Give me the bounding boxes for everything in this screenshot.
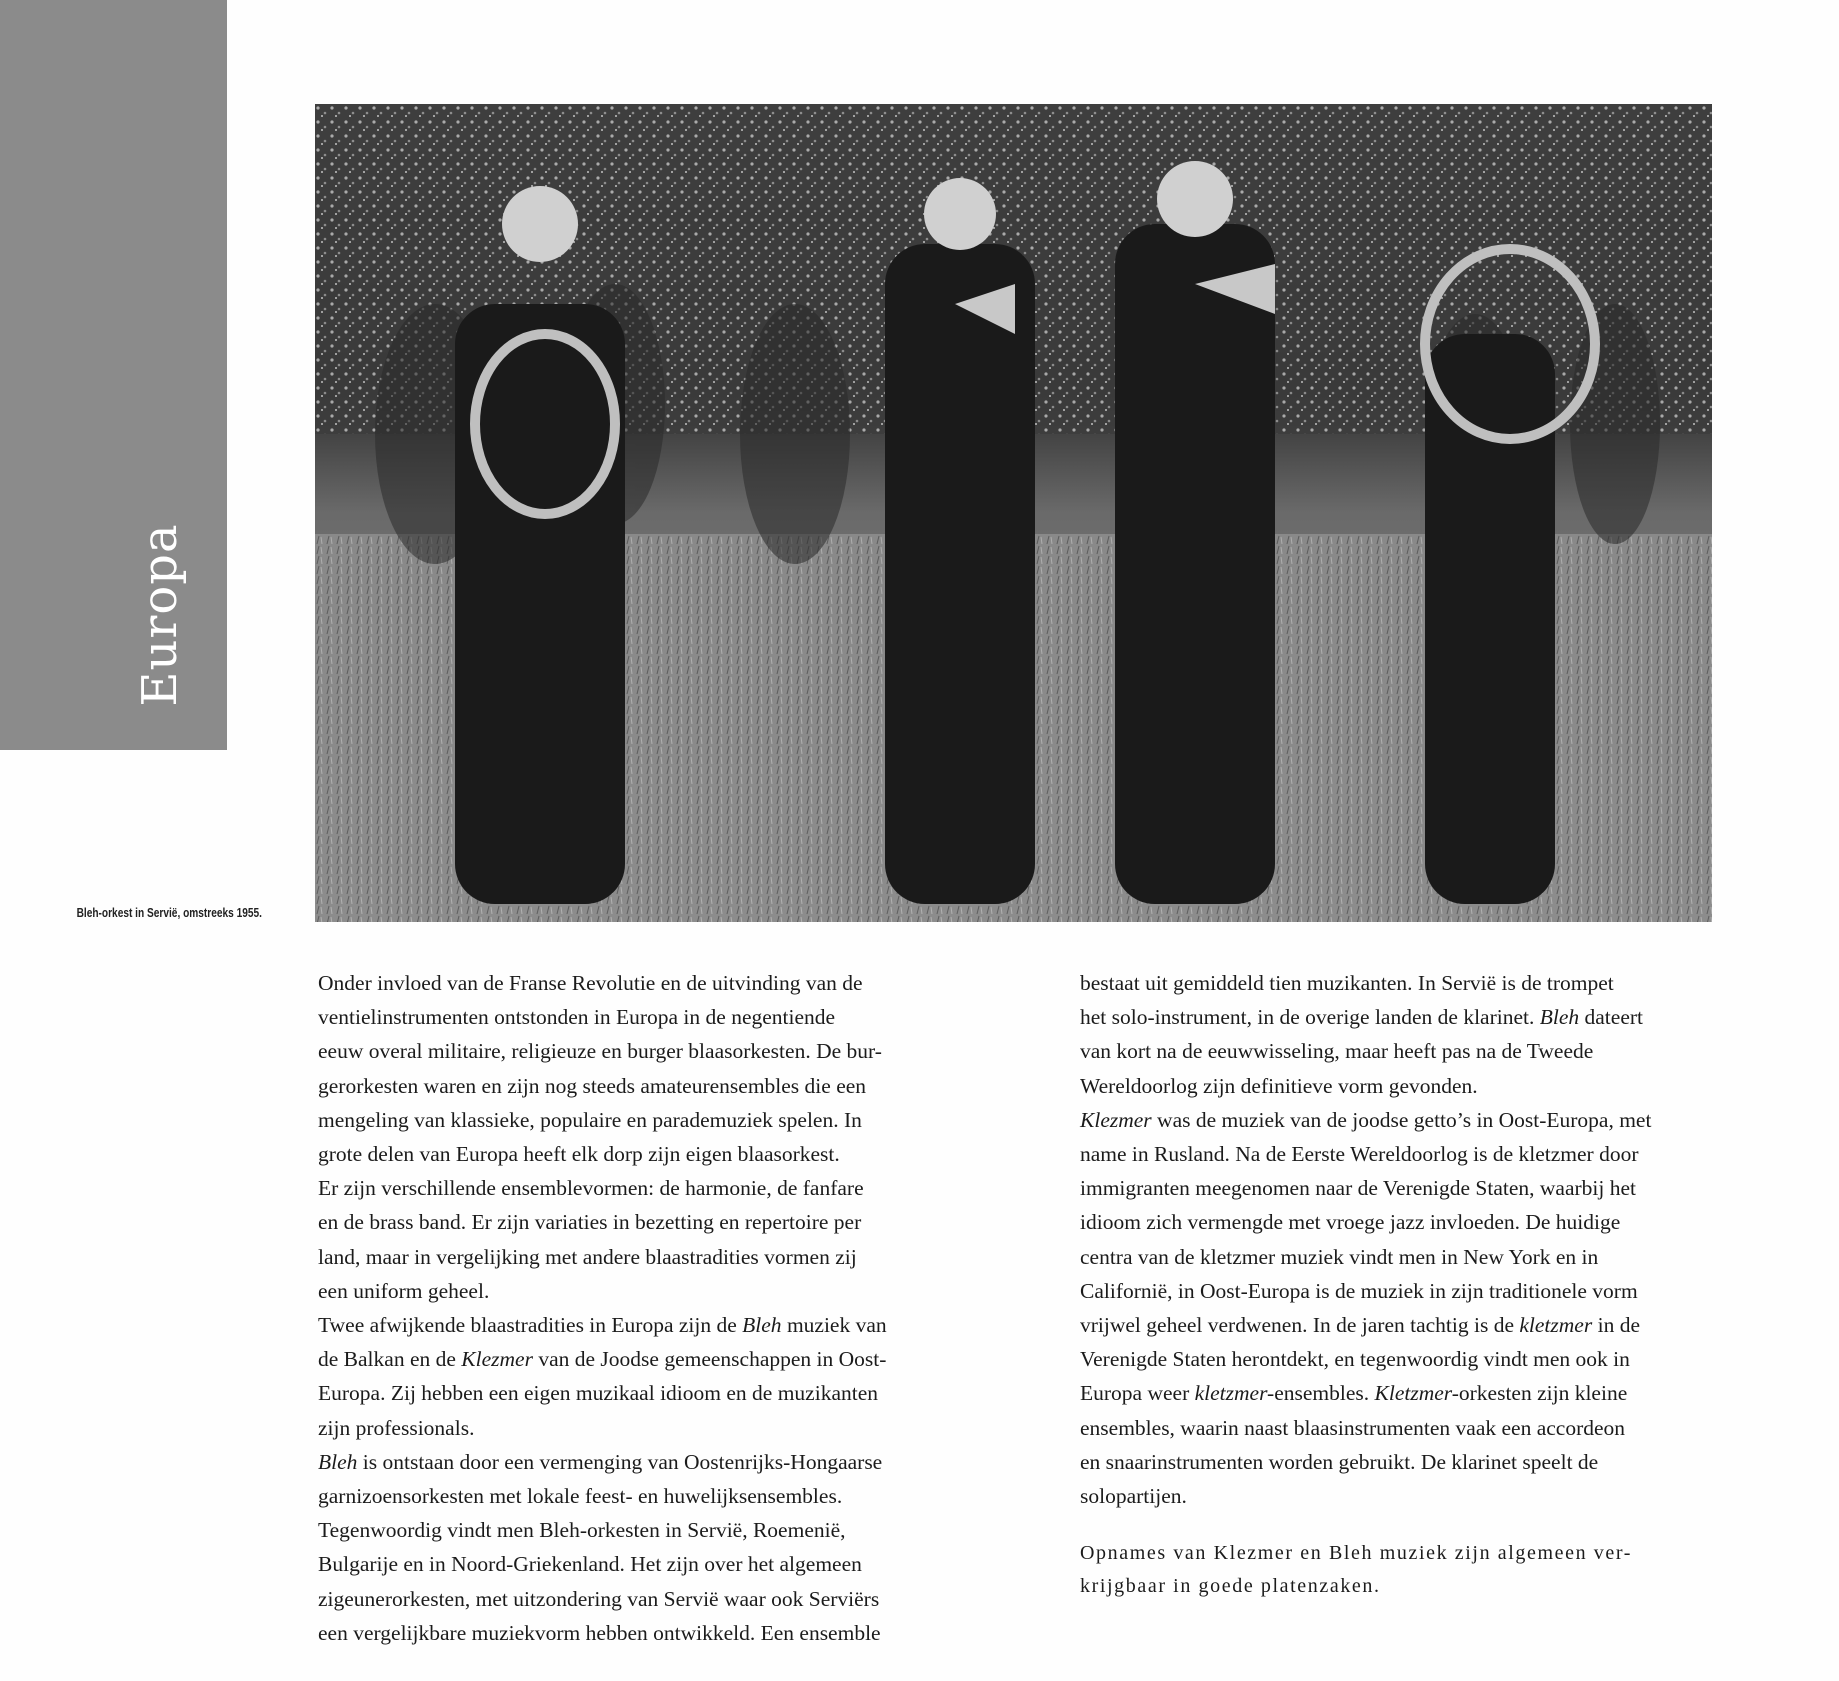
text-run: grote delen van Europa heeft elk dorp zijn eigen blaasorkest. — [318, 1142, 840, 1167]
text-line — [1080, 966, 1800, 1000]
italic-term: kletzmer- — [1194, 1381, 1275, 1406]
article-column-left — [318, 966, 1038, 1650]
text-run: muziek van — [781, 1313, 887, 1338]
text-line — [318, 1034, 1038, 1068]
text-line — [318, 1171, 1038, 1205]
text-run: idioom zich vermengde met vroege jazz invloeden. De huidige — [1080, 1210, 1621, 1235]
photo-caption: Bleh-orkest in Servië, omstreeks 1955. — [76, 905, 262, 920]
text-run: ventielinstrumenten ontstonden in Europa in de negentiende — [318, 1005, 836, 1030]
text-line — [318, 1069, 1038, 1103]
section-title: Europa — [132, 523, 188, 707]
text-run: Er zijn verschillende ensemblevormen: de harmonie, de fanfare — [318, 1176, 864, 1201]
note-line: krijgbaar in goede platenzaken. — [1080, 1575, 1381, 1597]
text-line — [318, 1547, 1038, 1581]
text-run: Californië, in Oost-Europa is de muziek in zijn traditionele vorm — [1080, 1278, 1638, 1303]
text-line — [318, 1205, 1038, 1239]
text-line — [318, 966, 1038, 1000]
text-line — [318, 1479, 1038, 1513]
italic-term: Kletzmer- — [1374, 1381, 1459, 1406]
italic-term: kletzmer — [1519, 1313, 1593, 1338]
text-line — [318, 1376, 1038, 1410]
text-run: van kort na de eeuwwisseling, maar heeft pas na de Tweede — [1080, 1039, 1594, 1064]
text-run: en snaarinstrumenten worden gebruikt. De klarinet speelt de — [1080, 1449, 1599, 1474]
text-line — [318, 1513, 1038, 1547]
text-run: zigeunerorkesten, met uitzondering van Servië waar ook Serviërs — [318, 1586, 880, 1611]
section-band — [0, 0, 227, 750]
recordings-note — [1080, 1537, 1780, 1603]
text-run: gerorkesten waren en zijn nog steeds amateurensembles die een — [318, 1073, 867, 1098]
italic-term: Klezmer — [461, 1347, 533, 1372]
text-run: dateert — [1579, 1005, 1644, 1030]
italic-term: Bleh — [1539, 1005, 1580, 1030]
text-run: de Balkan en de — [318, 1347, 462, 1372]
text-run: Wereldoorlog zijn definitieve vorm gevonden. — [1080, 1073, 1478, 1098]
text-run: Europa. Zij hebben een eigen muzikaal idioom en de muzikanten — [318, 1381, 878, 1406]
text-line — [318, 1411, 1038, 1445]
text-run: bestaat uit gemiddeld tien muzikanten. In Servië is de trompet — [1080, 971, 1614, 995]
text-line — [1080, 1000, 1800, 1034]
italic-term: Bleh — [742, 1313, 782, 1338]
text-run: solopartijen. — [1080, 1484, 1187, 1509]
text-line — [1080, 1069, 1800, 1103]
band-photo-illustration — [315, 104, 1712, 922]
text-run: en de brass band. Er zijn variaties in bezetting en repertoire per — [318, 1210, 862, 1235]
text-line — [1080, 1274, 1800, 1308]
text-line — [318, 1342, 1038, 1376]
text-run: Verenigde Staten herontdekt, en tegenwoordig vindt men ook in — [1080, 1347, 1630, 1372]
text-line — [318, 1445, 1038, 1479]
text-line — [318, 1137, 1038, 1171]
text-line — [1080, 1034, 1800, 1068]
text-line — [318, 1616, 1038, 1650]
text-run: ensembles. — [1274, 1381, 1375, 1406]
text-line — [318, 1308, 1038, 1342]
text-run: ensembles, waarin naast blaasinstrumenten vaak een accordeon — [1080, 1415, 1626, 1440]
text-run: in de — [1592, 1313, 1640, 1338]
text-run: immigranten meegenomen naar de Verenigde Staten, waarbij het — [1080, 1176, 1637, 1201]
text-run: land, maar in vergelijking met andere blaastradities vormen zij — [318, 1244, 857, 1269]
text-run: orkesten zijn kleine — [1458, 1381, 1628, 1406]
text-run: was de muziek van de joodse getto’s in Oost-Europa, met — [1151, 1107, 1652, 1132]
italic-term: Bleh — [318, 1449, 358, 1474]
text-line — [1080, 1479, 1800, 1513]
note-line: Opnames van Klezmer en Bleh muziek zijn algemeen ver- — [1080, 1542, 1632, 1564]
text-line — [1080, 1411, 1800, 1445]
text-line — [1080, 1103, 1800, 1137]
text-run: het solo-instrument, in de overige landen de klarinet. — [1080, 1005, 1540, 1030]
text-line — [318, 1274, 1038, 1308]
text-run: eeuw overal militaire, religieuze en burger blaasorkesten. De bur- — [318, 1039, 882, 1064]
text-line — [318, 1103, 1038, 1137]
text-run: een vergelijkbare muziekvorm hebben ontwikkeld. Een ensemble — [318, 1620, 881, 1645]
text-run: Bulgarije en in Noord-Griekenland. Het zijn over het algemeen — [318, 1552, 862, 1577]
text-run: Onder invloed van de Franse Revolutie en de uitvinding van de — [318, 971, 863, 995]
band-photo — [315, 104, 1712, 922]
text-line — [1080, 1342, 1800, 1376]
text-run: een uniform geheel. — [318, 1278, 490, 1303]
text-run: is ontstaan door een vermenging van Oostenrijks-Hongaarse — [357, 1449, 883, 1474]
text-run: Tegenwoordig vindt men Bleh-orkesten in Servië, Roemenië, — [318, 1518, 846, 1543]
text-run: name in Rusland. Na de Eerste Wereldoorlog is de kletzmer door — [1080, 1142, 1639, 1167]
text-line — [318, 1000, 1038, 1034]
text-line — [318, 1582, 1038, 1616]
text-line — [1080, 1376, 1800, 1410]
text-run: garnizoensorkesten met lokale feest- en huwelijksensembles. — [318, 1484, 843, 1509]
text-line — [1080, 1137, 1800, 1171]
text-run: Europa weer — [1080, 1381, 1195, 1406]
text-line — [318, 1240, 1038, 1274]
text-run: centra van de kletzmer muziek vindt men in New York en in — [1080, 1244, 1599, 1269]
text-run: vrijwel geheel verdwenen. In de jaren tachtig is de — [1080, 1313, 1520, 1338]
text-line — [1080, 1308, 1800, 1342]
text-run: mengeling van klassieke, populaire en parademuziek spelen. In — [318, 1107, 862, 1132]
text-line — [1080, 1205, 1800, 1239]
text-line — [1080, 1171, 1800, 1205]
text-line — [1080, 1445, 1800, 1479]
text-run: Twee afwijkende blaastradities in Europa zijn de — [318, 1313, 743, 1338]
italic-term: Klezmer — [1080, 1107, 1152, 1132]
text-line — [1080, 1240, 1800, 1274]
text-run: van de Joodse gemeenschappen in Oost- — [532, 1347, 887, 1372]
text-run: zijn professionals. — [318, 1415, 475, 1440]
article-column-right — [1080, 966, 1800, 1513]
